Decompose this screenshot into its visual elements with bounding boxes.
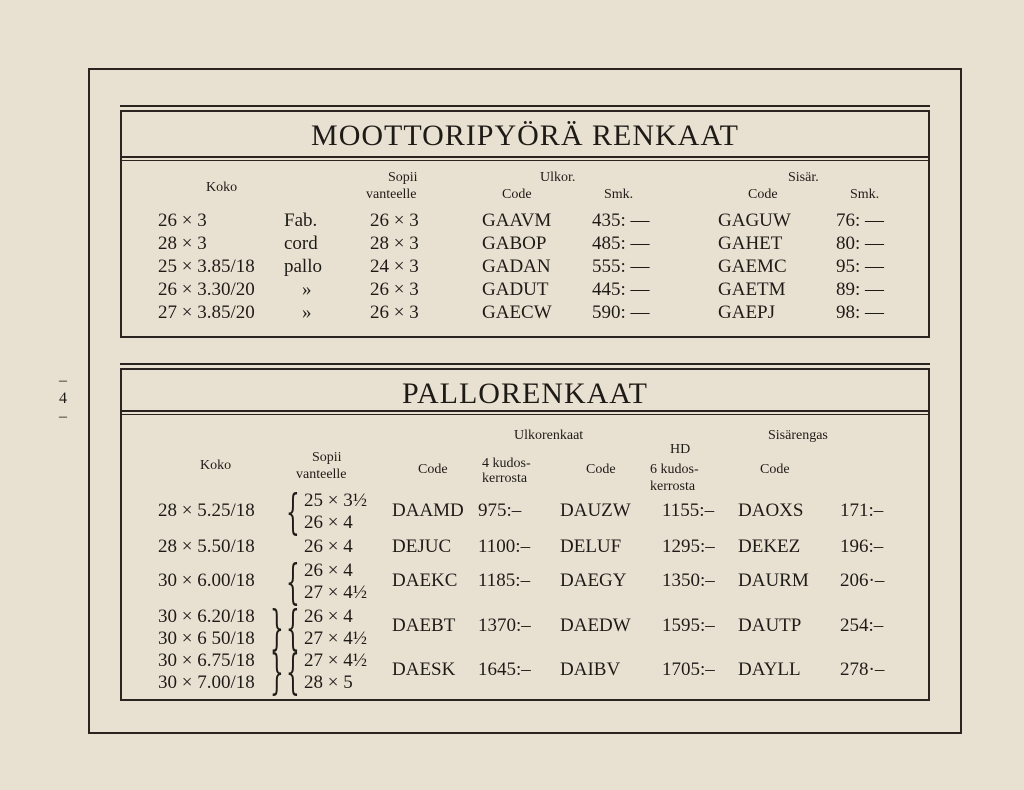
header-kudos6-a: 6 kudos- [650, 462, 699, 477]
brace-icon: } [270, 600, 284, 656]
header-kudos6-b: kerrosta [650, 479, 696, 494]
header-sisarengas: Sisärengas [768, 428, 828, 443]
header-kudos4-b: kerrosta [482, 471, 528, 486]
header-ucode: Code [502, 187, 532, 202]
ball-tires-table: PALLORENKAAT Ulkorenkaat Sisärengas HD Koko Sopii vanteelle Code 4 kudos- kerrosta Code 6 kudos- kerrosta Code 28 × 5.25/18 { 25 × 3½ 26 × 4 DAAMD 975:– DAUZW 1155:– DAOXS 171:– 28 × 5.50/18 26 × 4 DEJUC 1100:– DELUF 1295:– DEKEZ 196:– 30 × 6.00/18 { 26 × 4 27 × 4½ DAEKC 1185:– DAEGY 1350:– DAURM 206·– 30 × 6.20/18 30 × 6 50/18 } { 26 × 4 27 × 4½ DAEBT 1370:– DAEDW 1595:– DAUTP 254:– 30 × 6.75/18 30 × 7.00/18 } { 27 × 4½ 28 × 5 DAESK 1645:– DAIBV 1705:– DAYLL 278·– [120, 368, 930, 701]
header-koko: Koko [206, 180, 238, 195]
header-hd: HD [670, 442, 691, 457]
header-code3: Code [760, 462, 790, 477]
header-vanteelle: vanteelle [366, 187, 417, 202]
header-vanteelle2: vanteelle [296, 467, 347, 482]
header-sopii2: Sopii [312, 450, 342, 465]
header-ssmk: Smk. [850, 187, 880, 202]
header-sopii: Sopii [388, 170, 418, 185]
header-scode: Code [748, 187, 778, 202]
brace-icon: { [286, 484, 300, 540]
header-code2: Code [586, 462, 616, 477]
motorcycle-tires-table: MOOTTORIPYÖRÄ RENKAAT Koko Sopii vanteelle Ulkor. Code Smk. Sisär. Code Smk. 26 × 3 Fab. 26 × 3 GAAVM 435: — GAGUW 76: — 28 × 3 cord 28 × 3 GABOP 485: — GAHET 80: — 25 × 3.85/18 pallo 24 × 3 GADAN 555: — GAEMC 95: — 26 × 3.30/20 » 26 × 3 GADUT 445: — GAETM 89: — 27 × 3.85/20 » 26 × 3 GAECW 590: — GAEPJ 98: — [120, 110, 930, 338]
header-ulkor: Ulkor. [540, 170, 576, 185]
section1-title: MOOTTORIPYÖRÄ RENKAAT [311, 119, 739, 152]
page-number: – 4 – [59, 372, 67, 425]
header-koko2: Koko [200, 458, 232, 473]
section2-title: PALLORENKAAT [402, 377, 648, 410]
brace-icon: { [286, 600, 300, 656]
header-ulkorenkaat: Ulkorenkaat [514, 428, 584, 443]
page-number-value: 4 [59, 390, 67, 407]
header-code1: Code [418, 462, 448, 477]
header-kudos4-a: 4 kudos- [482, 456, 531, 471]
brace-icon: { [286, 644, 300, 700]
brace-icon: } [270, 644, 284, 700]
header-usmk: Smk. [604, 187, 634, 202]
brace-icon: { [286, 554, 300, 610]
header-sisar: Sisär. [788, 170, 819, 185]
